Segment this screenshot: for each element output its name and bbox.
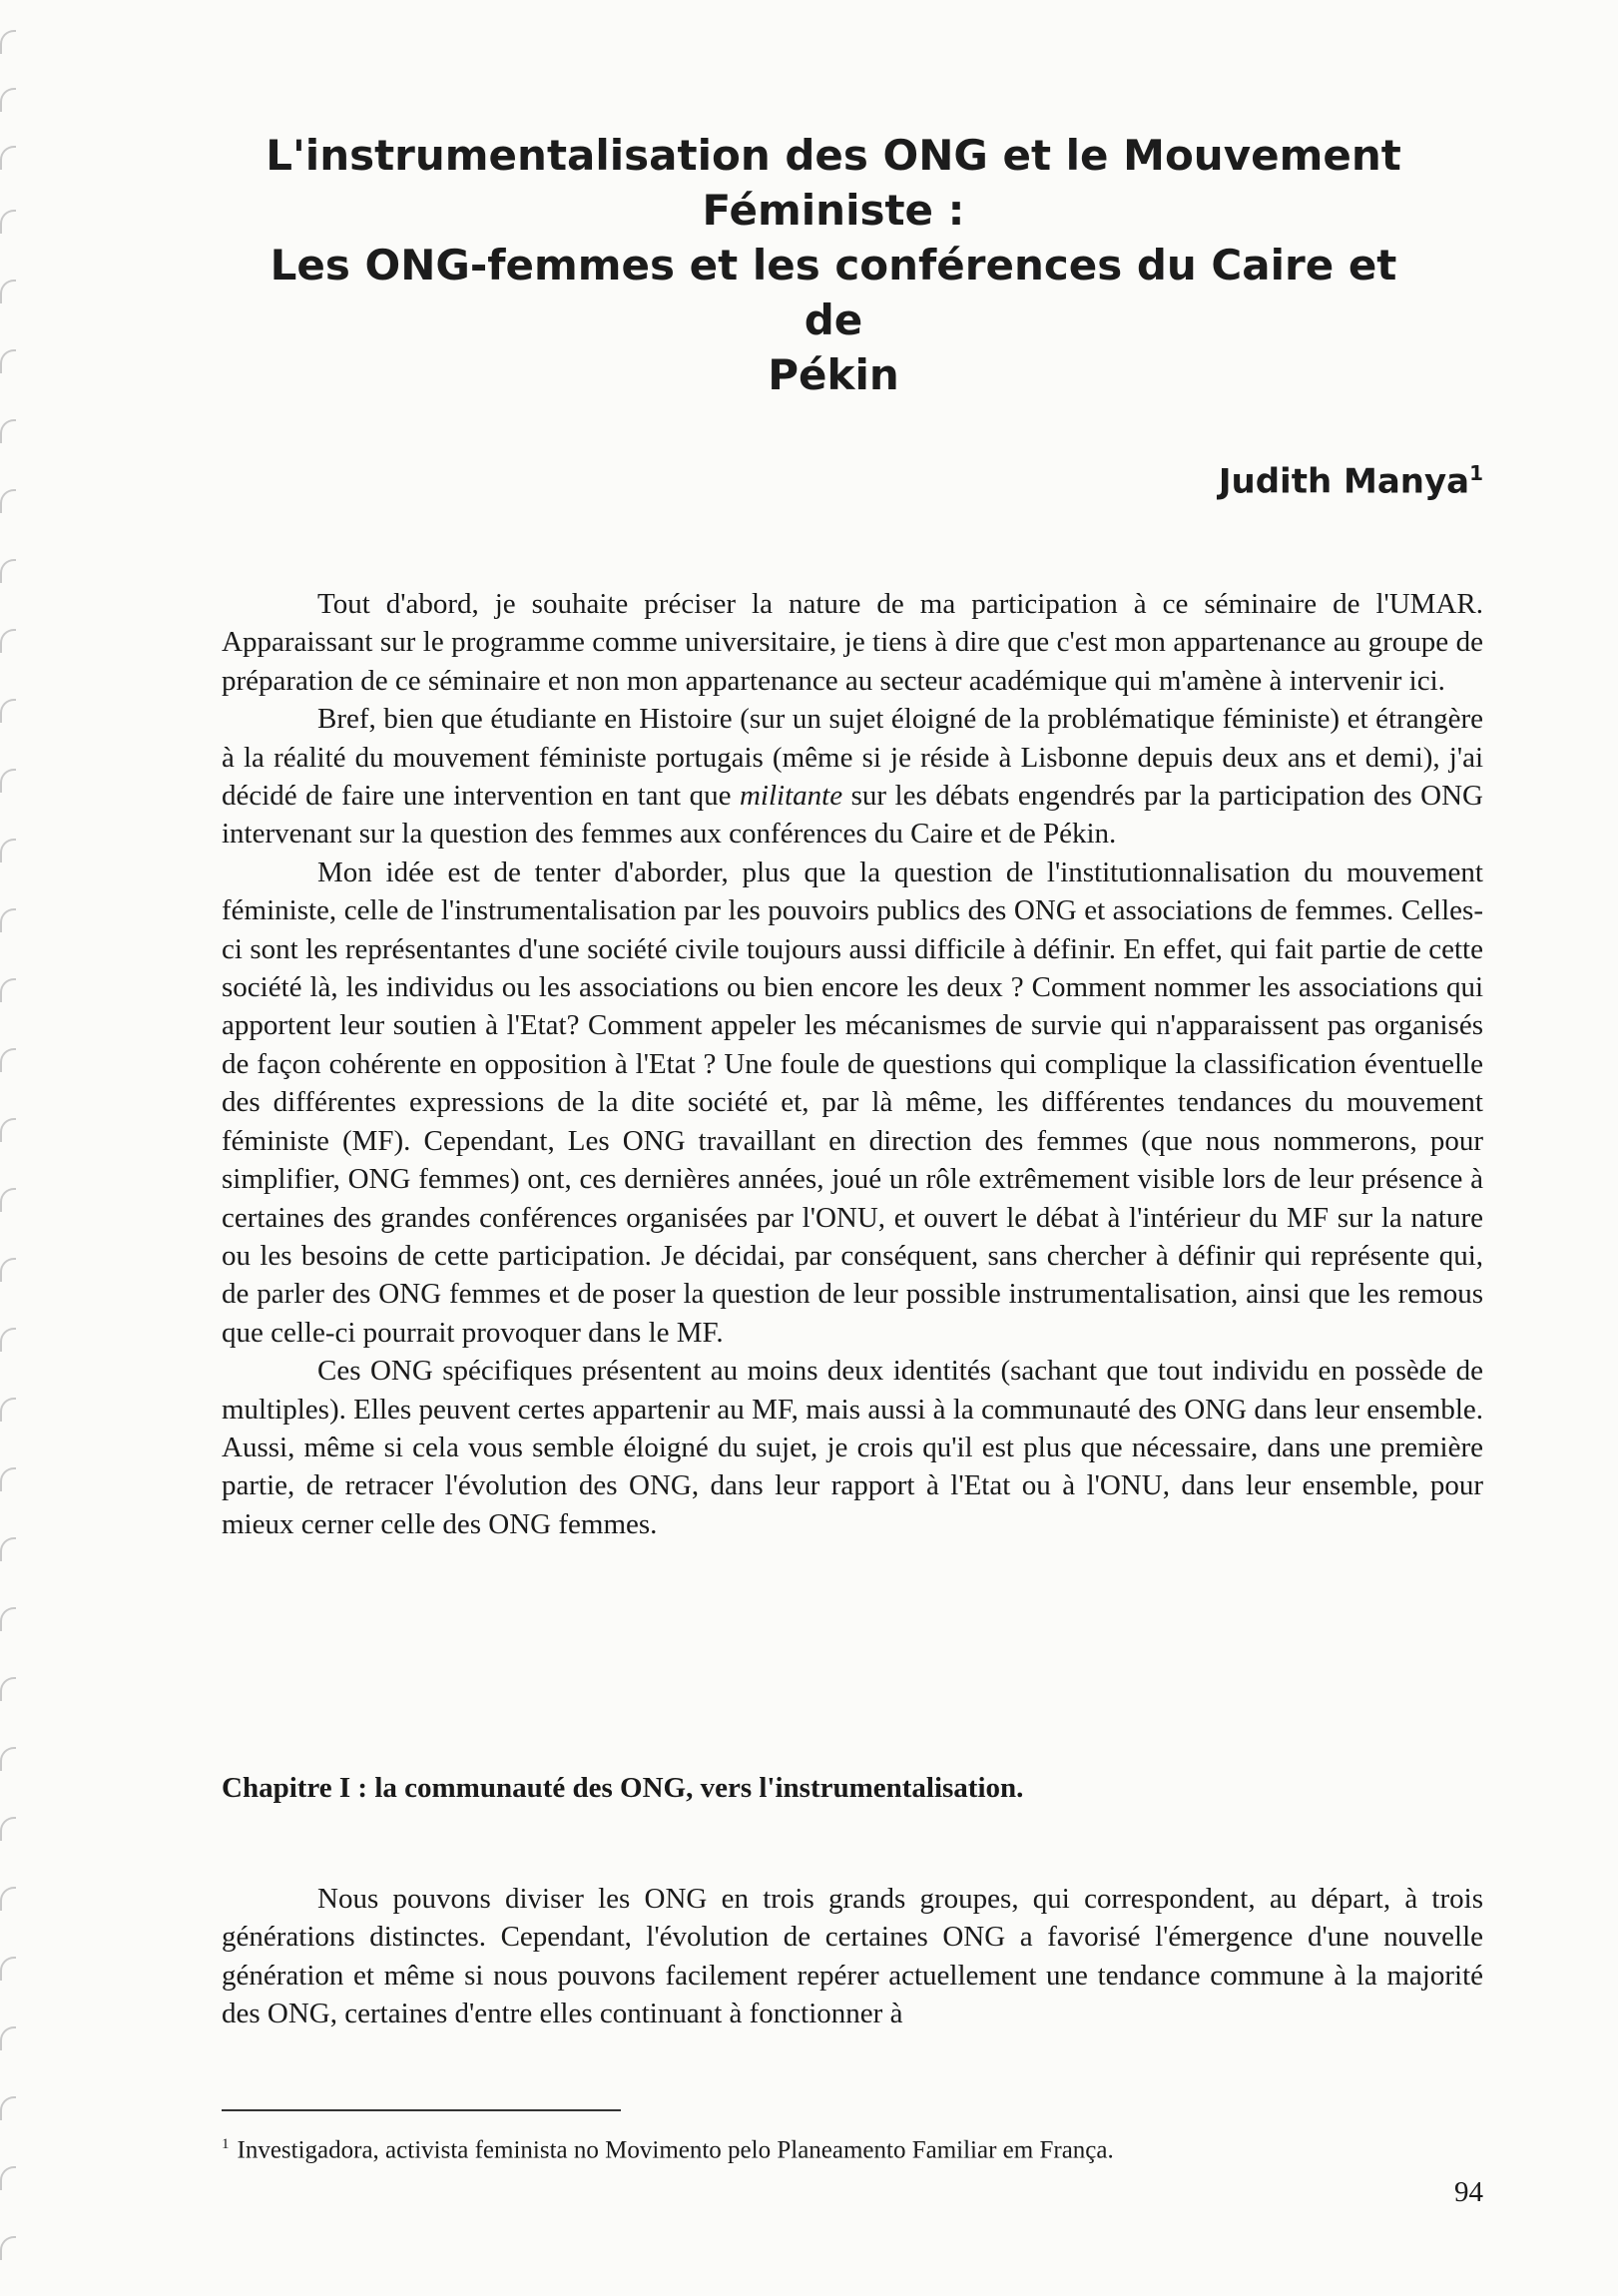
paragraph (222, 854, 1483, 1352)
author-footnote-mark: 1 (1469, 461, 1483, 485)
title-line: Pékin (768, 350, 899, 399)
title-line: Les ONG-femmes et les conférences du Caire et de (270, 241, 1397, 344)
paragraph-text: Bref, bien que étudiante en Histoire (sur un sujet éloigné de la problématique féministe) et étrangère à la réalité du mouvement féministe portugais (même si je réside à Lisbonne depuis deux ans et demi), j'ai décidé de faire une intervention en tant que (222, 703, 1483, 813)
footnote (222, 2128, 1114, 2166)
emphasis-word: militante (739, 780, 843, 813)
intro-section (222, 585, 1483, 1543)
paragraph (222, 700, 1483, 854)
paragraph-text-continued: sur les débats engendrés par la participation des ONG intervenant sur la question des femmes aux conférences du Caire et de Pékin. (222, 780, 1483, 851)
author-name (1219, 461, 1483, 501)
paragraph (222, 585, 1483, 700)
footnote-divider (222, 2109, 621, 2111)
title-line: Féministe : (702, 186, 965, 235)
author-name-text: Judith Manya (1218, 461, 1470, 502)
page-number: 94 (1454, 2176, 1483, 2208)
paragraph-text: Ces ONG spécifiques présentent au moins deux identités (sachant que tout individu en possède de multiples). Elles peuvent certes appartenir au MF, mais aussi à la communauté des ONG dans leur ensemble. Aussi, même si cela vous semble éloigné du sujet, je crois qu'il est plus que nécessaire, dans une première partie, de retracer l'évolution des ONG, dans leur rapport à l'Etat ou à l'ONU, dans leur ensemble, pour mieux cerner celle des ONG femmes. (222, 1355, 1483, 1540)
footnote-mark: 1 (222, 2136, 230, 2152)
chapter-heading: Chapitre I : la communauté des ONG, vers l'instrumentalisation. (222, 1772, 1024, 1804)
binding-holes (0, 0, 30, 2296)
paragraph-text: Mon idée est de tenter d'aborder, plus que la question de l'institutionnalisation du mouvement féministe, celle de l'instrumentalisation par les pouvoirs publics des ONG et associations de femmes. Celles-ci sont les représentantes d'une société civile toujours aussi difficile à définir. En effet, qui fait partie de cette société là, les individus ou les associations ou bien encore les deux ? Comment nommer les associations qui apportent leur soutien à l'Etat? Comment appeler les mécanismes de survie qui n'apparaissent pas organisés de façon cohérente en opposition à l'Etat ? Une foule de questions qui complique la classification éventuelle des différentes expressions de la dite société et, par là même, les différentes tendances du mouvement féministe (MF). Cependant, Les ONG travaillant en direction des femmes (que nous nommerons, pour simplifier, ONG femmes) ont, ces dernières années, joué un rôle extrêmement visible lors de leur présence à certaines des grandes conférences organisées par l'ONU, et ouvert le débat à l'intérieur du MF sur la nature ou les besoins de cette participation. Je décidai, par conséquent, sans chercher à définir qui représente qui, de parler des ONG femmes et de poser la question de leur possible instrumentalisation, ainsi que les remous que celle-ci pourrait provoquer dans le MF. (222, 856, 1483, 1349)
article-title (250, 128, 1417, 402)
paragraph-text: Tout d'abord, je souhaite préciser la nature de ma participation à ce séminaire de l'UMAR. Apparaissant sur le programme comme universitaire, je tiens à dire que c'est mon appartenance au groupe de préparation de ce séminaire et non mon appartenance au secteur académique qui m'amène à intervenir ici. (222, 588, 1483, 697)
paragraph (222, 1352, 1483, 1543)
chapter-section (222, 1880, 1483, 2033)
footnote-text: Investigadora, activista feminista no Movimento pelo Planeamento Familiar em França. (237, 2136, 1114, 2164)
title-line: L'instrumentalisation des ONG et le Mouvement (266, 131, 1401, 180)
paragraph: Nous pouvons diviser les ONG en trois grands groupes, qui correspondent, au départ, à trois générations distinctes. Cependant, l'évolution de certaines ONG a favorisé l'émergence d'une nouvelle génération et même si nous pouvons facilement repérer actuellement une tendance commune à la majorité des ONG, certaines d'entre elles continuant à fonctionner à (222, 1883, 1483, 2030)
